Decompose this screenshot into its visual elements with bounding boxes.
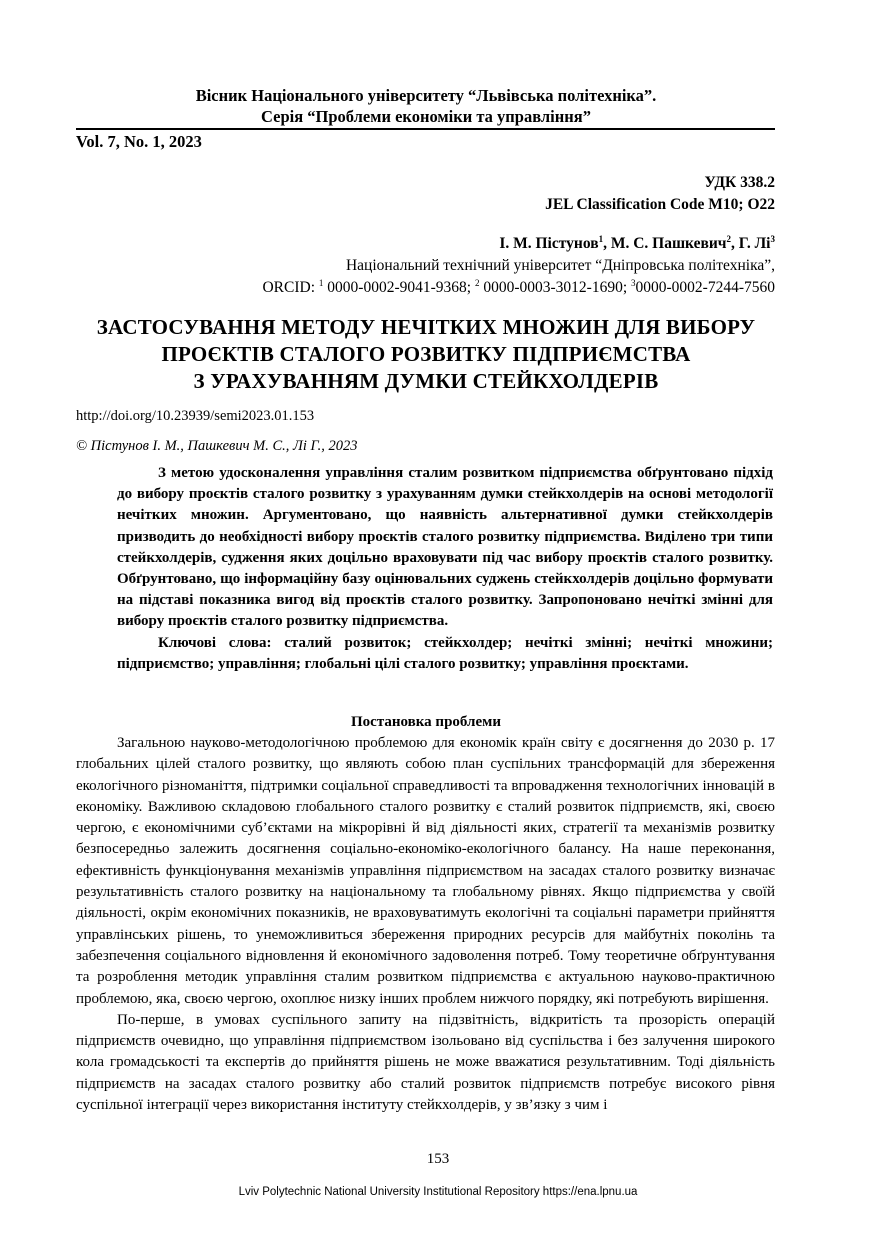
orcid-3: 0000-0002-7244-7560	[635, 279, 775, 296]
orcid-2: 0000-0003-3012-1690;	[483, 279, 628, 296]
abstract-text: З метою удосконалення управління сталим розвитком підприємства обґрунтовано підхід до вибору проєктів сталого розвитку з урахуванням думки стейкхолдерів на основі методології нечітких множин. Аргументовано, що наявність альтернативної думки стейкхолдерів призводить до необхідності вибору проєктів сталого розвитку підприємства. Виділено три типи стейкхолдерів, судження яких доцільно враховувати під час вибору проєктів сталого розвитку. Обґрунтовано, що інформаційну базу оцінювальних суджень стейкхолдерів доцільно формувати на підставі показника вигод від проєктів сталого розвитку. Запропоновано нечіткі змінні для вибору проєктів сталого розвитку підприємства.	[117, 465, 773, 630]
journal-title: Вісник Національного університету “Львівська політехніка”.	[195, 86, 657, 105]
doi-link[interactable]: http://doi.org/10.23939/semi2023.01.153	[76, 408, 315, 424]
page-number: 153	[426, 1151, 450, 1167]
paragraph-2: По-перше, в умовах суспільного запиту на підзвітність, відкритість та прозорість операцій підприємств очевидно, що управління підприємством ізольовано від суспільства і без залучення широкого кола громадськості та експертів до прийняття рішень не може вважатися результативним. Тоді діяльність підприємств на засадах сталого розвитку або сталий розвиток підприємств потребує високого рівня суспільної інтеграції через використання інституту стейкхолдерів, у зв’язку з чим і	[76, 1011, 775, 1114]
author-2-sup: 2	[726, 233, 732, 244]
author-1-sup: 1	[598, 233, 604, 244]
section-heading: Постановка проблеми	[351, 714, 501, 730]
title-line-1: ЗАСТОСУВАННЯ МЕТОДУ НЕЧІТКИХ МНОЖИН ДЛЯ ВИБОРУ	[96, 315, 756, 339]
volume-issue: Vol. 7, No. 1, 2023	[76, 132, 202, 151]
repository-footer[interactable]: Lviv Polytechnic National University Institutional Repository https://ena.lpnu.ua	[238, 1186, 638, 1198]
copyright-line: © Пістунов І. М., Пашкевич М. С., Лі Г., 2023	[76, 438, 358, 454]
author-3: Г. Лі	[738, 235, 771, 252]
author-names: І. М. Пістунов$^1$, М. С. Пашкевич$^2$, Г. $Лі^3$	[499, 233, 775, 252]
orcid-label: ORCID:	[262, 279, 316, 296]
udk-code: УДК 338.2	[704, 174, 775, 191]
orcid-2-sup: 2	[474, 277, 480, 288]
orcid-1: 0000-0002-9041-9368;	[327, 279, 472, 296]
authors-block	[262, 233, 775, 299]
header-rule	[76, 128, 775, 130]
title-line-2: ПРОЄКТІВ СТАЛОГО РОЗВИТКУ ПІДПРИЄМСТВА	[161, 342, 691, 366]
author-1: І. М. Пістунов	[499, 235, 599, 252]
orcid-line	[262, 277, 775, 299]
article-title	[76, 314, 776, 395]
author-3-sup: 3	[770, 233, 775, 244]
journal-header	[76, 85, 776, 127]
affiliation: Національний технічний університет “Дніпровська політехніка”,	[345, 257, 775, 274]
title-line-3: З УРАХУВАННЯМ ДУМКИ СТЕЙКХОЛДЕРІВ	[193, 369, 659, 393]
author-2: М. С. Пашкевич	[610, 235, 727, 252]
abstract	[117, 463, 773, 675]
keywords: Ключові слова: сталий розвиток; стейкхолдер; нечіткі змінні; нечіткі множини; підприємство; управління; глобальні цілі сталого розвитку; управління проєктами.	[117, 634, 773, 672]
body-text	[76, 733, 775, 1116]
journal-series: Серія “Проблеми економіки та управління”	[261, 107, 591, 126]
jel-code: JEL Classification Code M10; O22	[545, 196, 775, 213]
orcid-3-sup: 3	[631, 277, 636, 288]
classification-block	[545, 172, 775, 216]
orcid-1-sup: 1	[318, 277, 324, 288]
paragraph-1: Загальною науково-методологічною проблемою для економік країн світу є досягнення до 2030 р. 17 глобальних цілей сталого розвитку, що являють собою план суспільних трансформацій для збереження екологічного різноманіття, підтримки соціальної справедливості та впровадження технологічних інновацій в економіку. Важливою складовою глобального сталого розвитку є сталий розвиток підприємств, які, своєю чергою, є економічними суб’єктами на мікрорівні й від діяльності яких, стратегії та механізмів розвитку безпосередньо залежить досягнення соціально-економіко-екологічного балансу. На наше переконання, ефективність функціонування механізмів управління підприємством на засадах сталого розвитку визначає результативність сталого розвитку на національному та глобальному рівнях. Якщо підприємства у своїй діяльності, окрім економічних показників, не враховуватимуть екологічні та соціальні параметри прийняття управлінських рішень, то унеможливиться збереження природних ресурсів для майбутніх поколінь та забезпечення соціального відновлення й економічного задоволення потреб. Тому теоретичне обґрунтування та розроблення методик управління сталим розвитком підприємства є актуальною науково-практичною проблемою, яка, своєю чергою, охоплює низку інших проблем нижчого порядку, які потребують вирішення.	[76, 735, 775, 1007]
